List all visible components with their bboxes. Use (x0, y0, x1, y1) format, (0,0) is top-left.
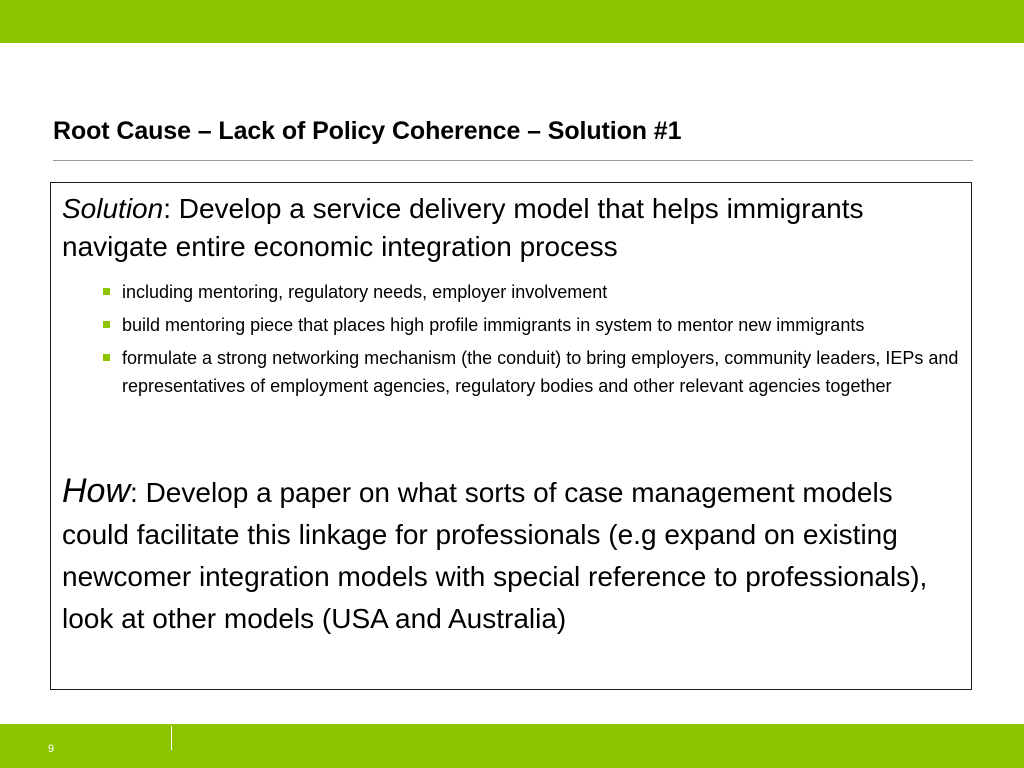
slide-title: Root Cause – Lack of Policy Coherence – Solution #1 (53, 117, 682, 145)
bullet-text: build mentoring piece that places high profile immigrants in system to mentor new immigrants (122, 315, 865, 335)
square-bullet-icon (103, 354, 110, 361)
bullet-item (62, 278, 962, 306)
square-bullet-icon (103, 288, 110, 295)
how-label: How (62, 472, 131, 510)
bullet-text: including mentoring, regulatory needs, employer involvement (122, 282, 608, 302)
footer-divider (171, 726, 172, 750)
title-divider (53, 160, 973, 161)
solution-label: Solution (62, 193, 164, 224)
square-bullet-icon (103, 321, 110, 328)
solution-text: : Develop a service delivery model that helps immigrants navigate entire economic integration process (62, 193, 864, 262)
solution-bullet-list (62, 278, 962, 405)
bullet-item (62, 311, 962, 339)
how-paragraph (62, 470, 962, 640)
how-text: : Develop a paper on what sorts of case management models could facilitate this linkage for professionals (e.g expand on existing newcomer integration models with special reference to professionals), look at other models (USA and Australia) (62, 477, 928, 634)
bullet-item (62, 344, 962, 400)
top-accent-bar (0, 0, 1024, 43)
bottom-accent-bar (0, 724, 1024, 768)
bullet-text: formulate a strong networking mechanism (the conduit) to bring employers, community leaders, IEPs and representatives of employment agencies, regulatory bodies and other relevant agencies together (122, 348, 959, 396)
page-number: 9 (48, 743, 55, 755)
solution-paragraph (62, 190, 962, 266)
